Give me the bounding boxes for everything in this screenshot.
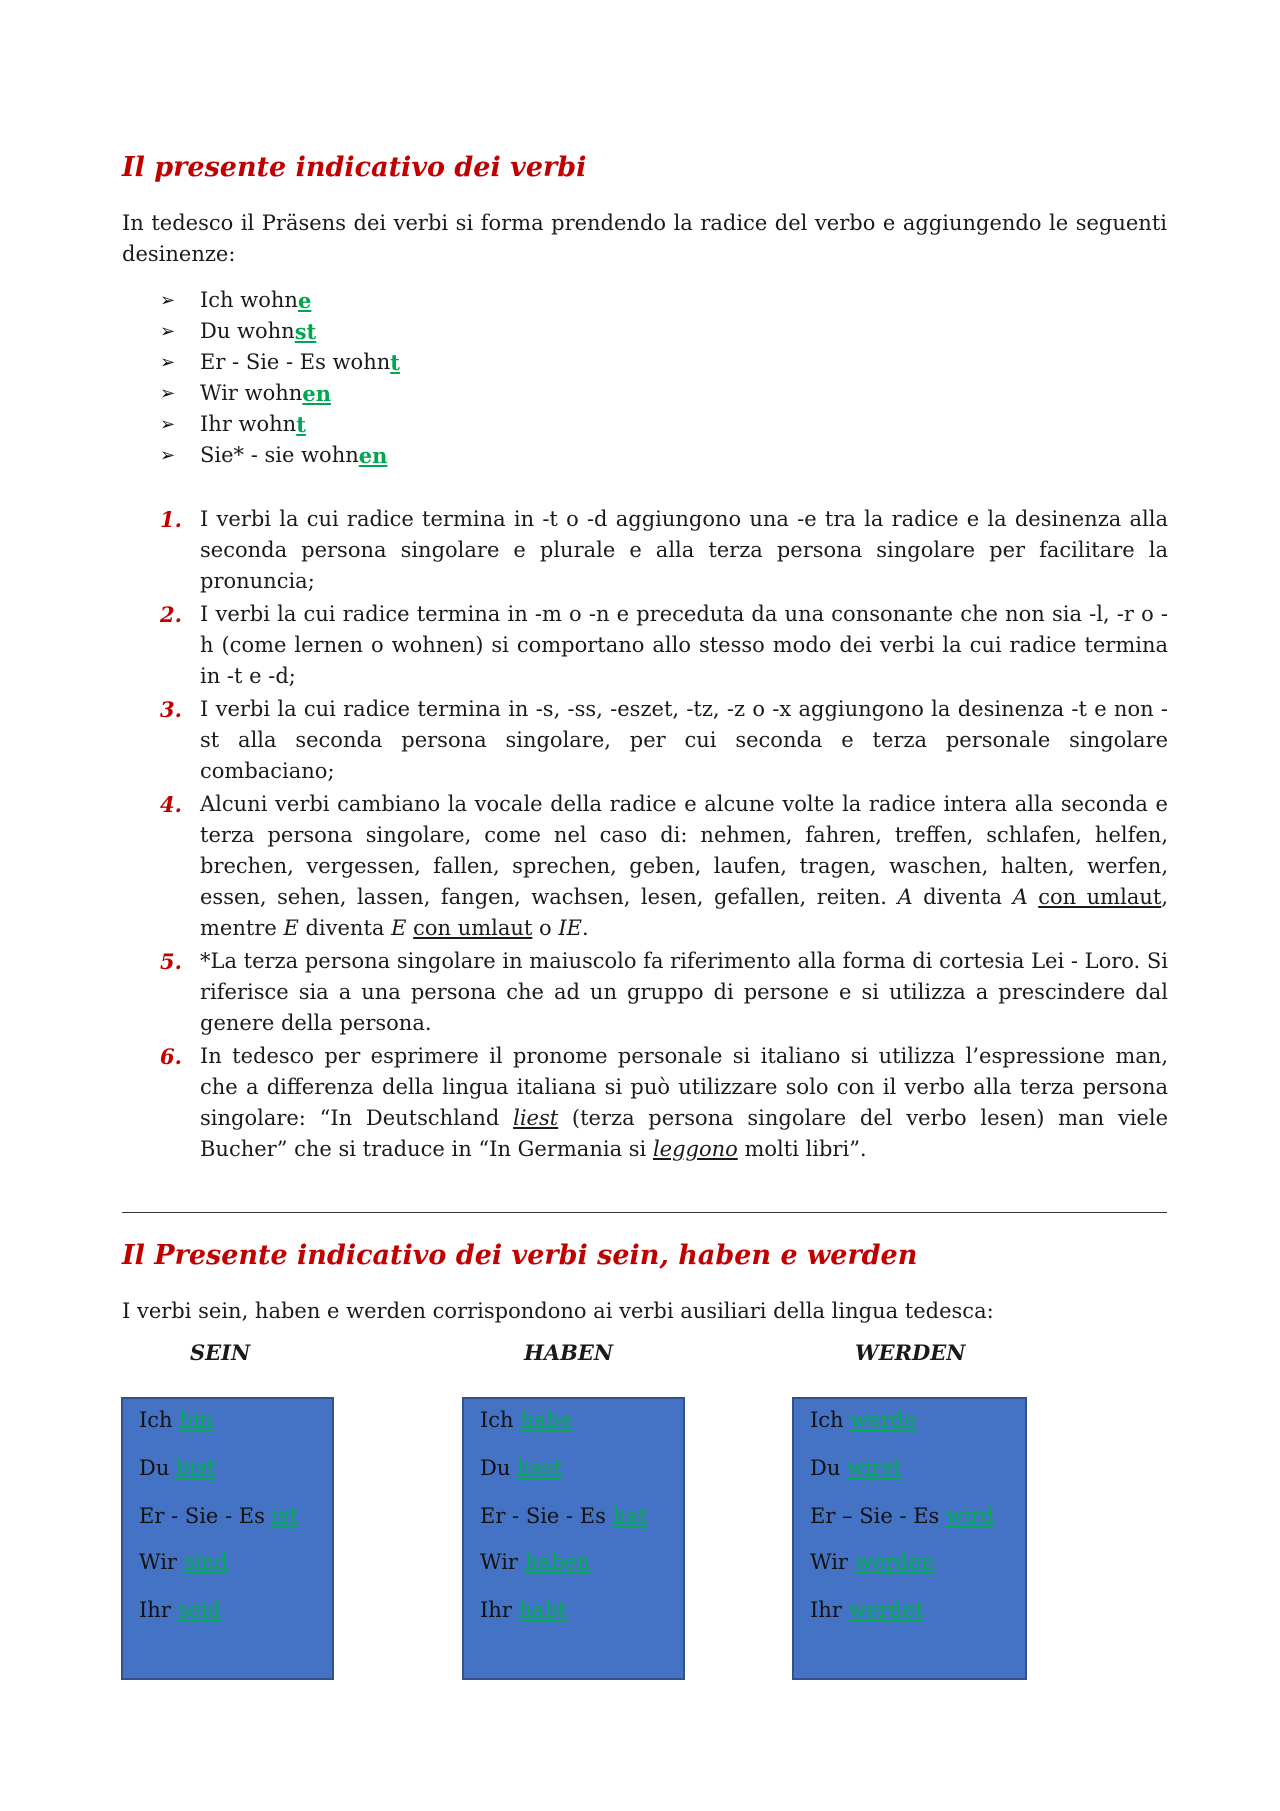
rule-number: 3. [160, 697, 182, 722]
rule-number: 6. [160, 1044, 182, 1069]
table-row: Wir sind [139, 1550, 229, 1574]
haben-title: HABEN [524, 1340, 614, 1365]
table-row: Er – Sie - Es wird [810, 1504, 995, 1528]
rule-item: 4. Alcuni verbi cambiano la vocale della radice e alcune volte la radice intera alla seconda e terza persona singolare, come nel caso di: nehmen, fahren, treffen, schlafen, helfen, brechen, vergessen, fallen, sprechen, geben, laufen, tragen, waschen, halten, werfen, essen, sehen, lassen, fangen, wachsen, lesen, gefallen, reiten. A diventa A con umlaut, mentre E diventa E con umlaut o IE. [160, 789, 1168, 944]
rule-item: 3. I verbi la cui radice termina in -s, -ss, -eszet, -tz, -z o -x aggiungono la desinenza -t e non -st alla seconda persona singolare, per cui seconda e terza personale singolare combaciano; [160, 694, 1168, 787]
list-item: ➢ Ihr wohn t [160, 409, 400, 440]
horizontal-divider [122, 1212, 1167, 1213]
conjugation-list [160, 285, 400, 471]
rule-number: 4. [160, 792, 182, 817]
table-row: Wir werden [810, 1550, 935, 1574]
verb-ending: e [297, 288, 312, 313]
sein-title: SEIN [190, 1340, 251, 1365]
arrow-bullet-icon: ➢ [160, 445, 176, 466]
list-item: ➢ Sie* - sie wohn en [160, 440, 400, 471]
verb-ending: en [302, 381, 331, 406]
arrow-bullet-icon: ➢ [160, 290, 176, 311]
rules-list [160, 504, 1168, 1167]
section1-intro: In tedesco il Präsens dei verbi si forma prendendo la radice del verbo e aggiungendo le seguenti desinenze: [122, 211, 1167, 266]
table-row: Er - Sie - Es hat [480, 1504, 648, 1528]
table-row: Du hast [480, 1456, 563, 1480]
section2-title: Il Presente indicativo dei verbi sein, haben e werden [122, 1240, 918, 1271]
table-row: Wir haben [480, 1550, 591, 1574]
werden-title: WERDEN [855, 1340, 966, 1365]
rule-number: 2. [160, 602, 182, 627]
verb-ending: st [294, 319, 317, 344]
verb-ending: t [296, 412, 306, 437]
haben-table [462, 1397, 685, 1680]
list-item: ➢ Er - Sie - Es wohn t [160, 347, 400, 378]
list-item: ➢ Du wohn st [160, 316, 400, 347]
verb-ending: t [390, 350, 400, 375]
arrow-bullet-icon: ➢ [160, 352, 176, 373]
arrow-bullet-icon: ➢ [160, 321, 176, 342]
table-row: Er - Sie - Es ist [139, 1504, 298, 1528]
list-item: ➢ Ich wohn e [160, 285, 400, 316]
werden-table [792, 1397, 1027, 1680]
table-row: Du wirst [810, 1456, 901, 1480]
rule-item: 5. *La terza persona singolare in maiuscolo fa riferimento alla forma di cortesia Lei - Loro. Si riferisce sia a una persona che ad un gruppo di persone e si utilizza a prescindere dal genere della persona. [160, 946, 1168, 1039]
table-row: Ihr seid [139, 1598, 221, 1622]
section2-intro: I verbi sein, haben e werden corrispondono ai verbi ausiliari della lingua tedesca: [122, 1299, 994, 1323]
rule-number: 5. [160, 949, 182, 974]
rule-item: 1. I verbi la cui radice termina in -t o -d aggiungono una -e tra la radice e la desinenza alla seconda persona singolare e plurale e alla terza persona singolare per facilitare la pronuncia; [160, 504, 1168, 597]
verb-ending: en [358, 443, 388, 468]
table-row: Ich bin [139, 1408, 213, 1432]
table-row: Du bist [139, 1456, 216, 1480]
rule-item: 2. I verbi la cui radice termina in -m o -n e preceduta da una consonante che non sia -l, -r o -h (come lernen o wohnen) si comportano allo stesso modo dei verbi la cui radice termina in -t e -d; [160, 599, 1168, 692]
section1-title: Il presente indicativo dei verbi [122, 152, 587, 183]
rule-item: 6. In tedesco per esprimere il pronome personale si italiano si utilizza l’espressione man, che a differenza della lingua italiana si può utilizzare solo con il verbo alla terza persona singolare: “In Deutschland liest (terza persona singolare del verbo lesen) man viele Bucher” che si traduce in “In Germania si leggono molti libri”. [160, 1041, 1168, 1165]
table-row: Ich werde [810, 1408, 917, 1432]
arrow-bullet-icon: ➢ [160, 383, 176, 404]
rule-number: 1. [160, 507, 182, 532]
table-row: Ihr werdet [810, 1598, 924, 1622]
table-row: Ich habe [480, 1408, 573, 1432]
sein-table [121, 1397, 334, 1680]
table-row: Ihr habt [480, 1598, 567, 1622]
arrow-bullet-icon: ➢ [160, 414, 176, 435]
list-item: ➢ Wir wohn en [160, 378, 400, 409]
